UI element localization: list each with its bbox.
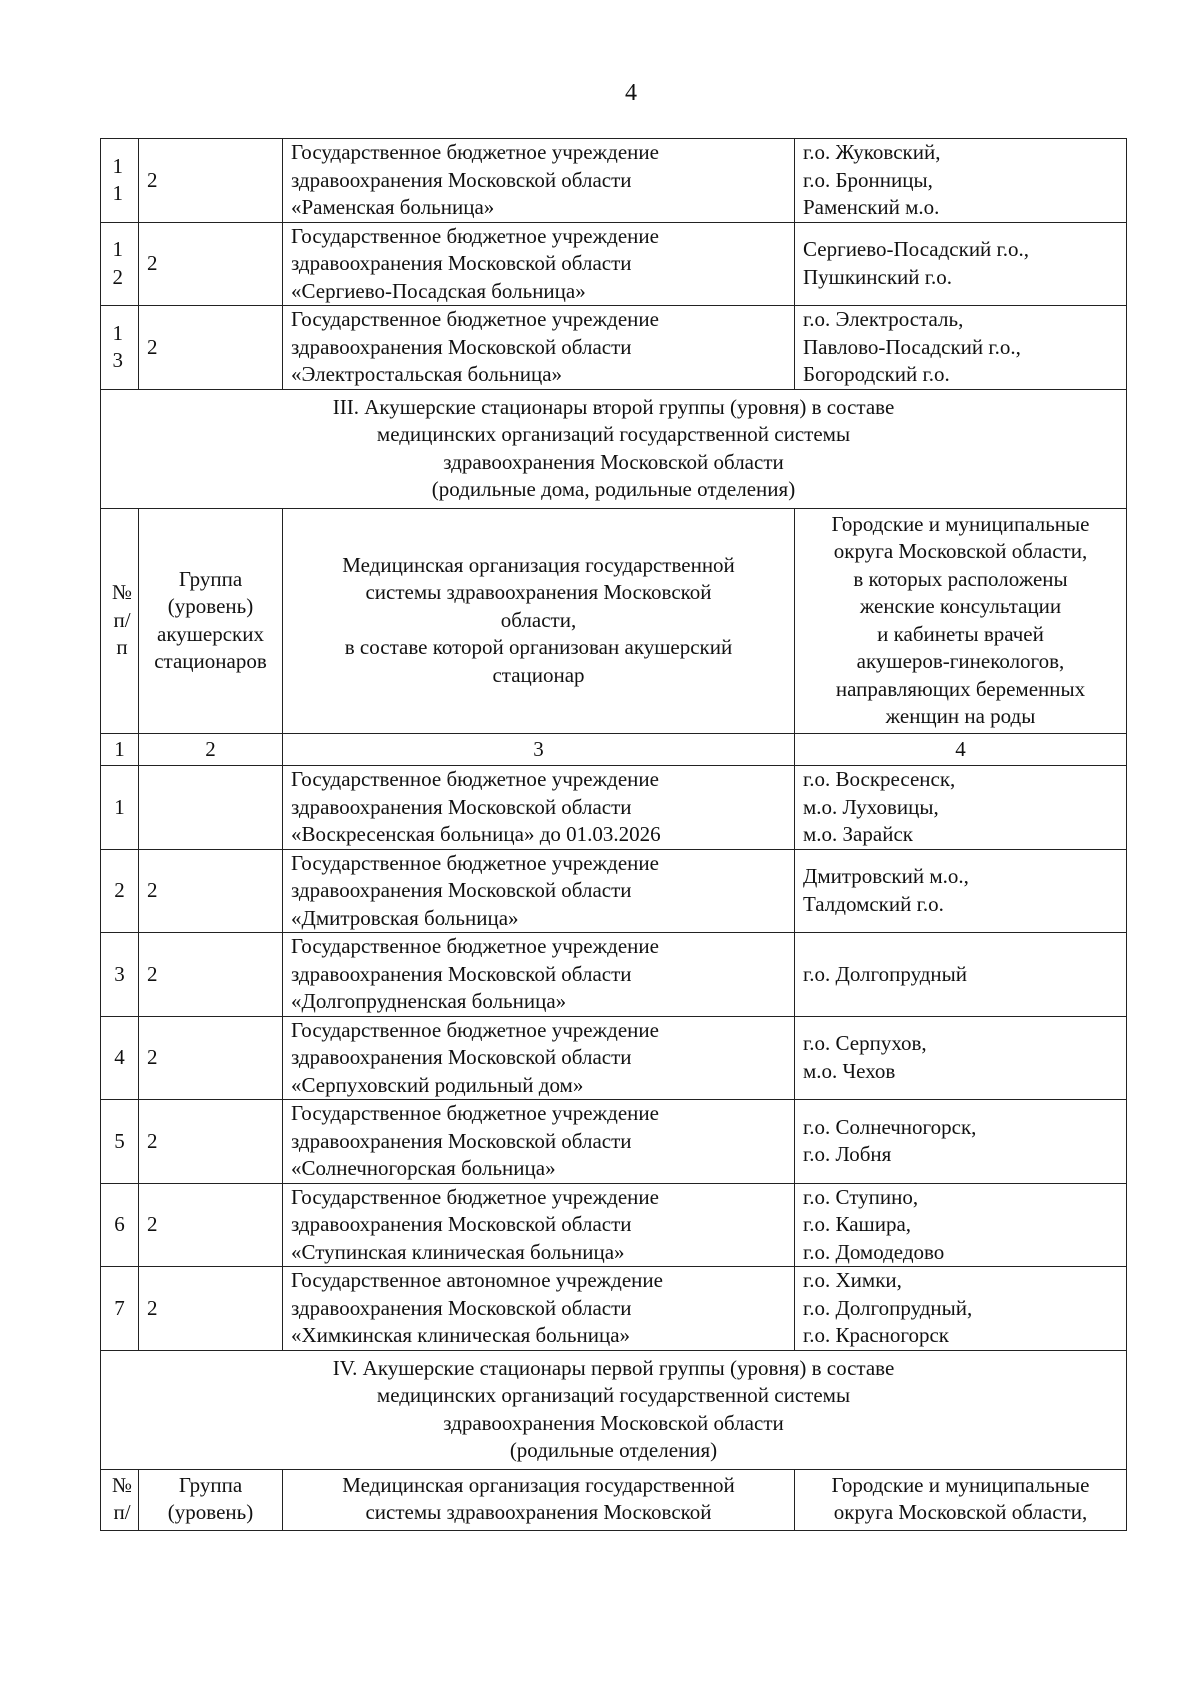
row-number: 5 [101, 1100, 139, 1184]
header-organization-line: Медицинская организация государственной [342, 552, 735, 577]
organization-line: «Долгопрудненская больница» [291, 989, 567, 1013]
header-territory-line: Городские и муниципальные [831, 1472, 1090, 1497]
header-territory-line: женщин на роды [885, 704, 1036, 728]
hospitals-table [100, 138, 1127, 1531]
row-territories [795, 306, 1127, 390]
table-row [101, 1183, 1127, 1267]
row-number [101, 222, 139, 306]
territory-line: г.о. Солнечногорск, [803, 1114, 977, 1139]
row-number [101, 139, 139, 223]
row-number: 3 [101, 933, 139, 1017]
section-iv-title-row [101, 1350, 1127, 1469]
row-territories [795, 1183, 1127, 1267]
table-row [101, 1016, 1127, 1100]
row-group-level: 2 [139, 1016, 283, 1100]
organization-line: здравоохранения Московской области [291, 794, 632, 819]
row-territories [795, 139, 1127, 223]
organization-line: Государственное бюджетное учреждение [291, 934, 659, 958]
organization-line: здравоохранения Московской области [291, 167, 632, 192]
territory-line: Талдомский г.о. [803, 891, 944, 916]
row-group-level: 2 [139, 1183, 283, 1267]
column-numbers-row [101, 733, 1127, 766]
section-iv-header-row [101, 1469, 1127, 1530]
header-organization-line: системы здравоохранения Московской [365, 580, 712, 605]
row-number: 6 [101, 1183, 139, 1267]
table-row [101, 1100, 1127, 1184]
row-group-level: 2 [139, 933, 283, 1017]
section-title-line: здравоохранения Московской области [443, 1410, 784, 1435]
section-iii-title-row [101, 389, 1127, 508]
section-title-line: медицинских организаций государственной системы [376, 1383, 851, 1407]
hospitals-table-body [101, 139, 1127, 1531]
section-title-line: (родильные дома, родильные отделения) [431, 477, 796, 501]
header-group-level: Группа (уровень) акушерских стационаров [139, 508, 283, 733]
organization-line: здравоохранения Московской области [291, 961, 632, 986]
organization-line: Государственное бюджетное учреждение [291, 223, 659, 248]
row-number: 4 [101, 1016, 139, 1100]
territory-line: м.о. Чехов [803, 1058, 896, 1083]
organization-line: «Дмитровская больница» [291, 905, 519, 930]
section-title-line: (родильные отделения) [509, 1438, 718, 1462]
header-organization [283, 508, 795, 733]
organization-line: Государственное бюджетное учреждение [291, 1101, 659, 1125]
organization-line: Государственное бюджетное учреждение [291, 850, 659, 875]
section-title-line: IV. Акушерские стационары первой группы (уровня) в составе [332, 1355, 895, 1380]
header-group-level: Группа (уровень) [139, 1469, 283, 1530]
row-number: 7 [101, 1267, 139, 1351]
organization-line: «Электростальская больница» [291, 362, 563, 386]
organization-line: Государственное бюджетное учреждение [291, 307, 659, 331]
row-group-level [139, 766, 283, 850]
row-number [101, 306, 139, 390]
organization-line: «Ступинская клиническая больница» [291, 1239, 625, 1264]
table-row [101, 849, 1127, 933]
organization-line: здравоохранения Московской области [291, 334, 632, 359]
organization-line: Государственное бюджетное учреждение [291, 767, 659, 791]
table-row [101, 139, 1127, 223]
header-territory-line: в которых расположены [853, 566, 1068, 591]
section-iii-header-row [101, 508, 1127, 733]
row-organization [283, 933, 795, 1017]
row-organization [283, 1100, 795, 1184]
organization-line: здравоохранения Московской области [291, 251, 632, 275]
row-territories [795, 1100, 1127, 1184]
territory-line: м.о. Зарайск [803, 822, 913, 846]
header-organization-line: Медицинская организация государственной [342, 1472, 735, 1497]
header-territory-line: округа Московской области, [833, 1500, 1088, 1524]
page-number: 4 [625, 80, 637, 106]
header-number [101, 1469, 139, 1530]
header-number-text: № п/ [111, 1472, 133, 1524]
territory-line: г.о. Электросталь, [803, 307, 964, 331]
territory-line: г.о. Ступино, [803, 1184, 919, 1209]
territory-line: Раменский м.о. [803, 195, 940, 219]
territory-line: Богородский г.о. [803, 362, 950, 386]
row-group-level: 2 [139, 222, 283, 306]
row-number: 2 [101, 849, 139, 933]
table-row [101, 1267, 1127, 1351]
organization-line: Государственное бюджетное учреждение [291, 1017, 659, 1042]
section-title-line: медицинских организаций государственной системы [376, 422, 851, 446]
organization-line: Государственное бюджетное учреждение [291, 140, 659, 164]
territory-line: г.о. Долгопрудный [803, 961, 968, 986]
row-organization [283, 306, 795, 390]
row-organization [283, 1016, 795, 1100]
row-organization [283, 222, 795, 306]
row-organization [283, 1183, 795, 1267]
row-territories [795, 849, 1127, 933]
section-iv-title [101, 1350, 1127, 1469]
header-territory [795, 508, 1127, 733]
row-territories [795, 1016, 1127, 1100]
header-territory-line: округа Московской области, [833, 539, 1088, 563]
table-row [101, 222, 1127, 306]
row-organization [283, 849, 795, 933]
section-title-line: здравоохранения Московской области [443, 449, 784, 474]
row-organization [283, 766, 795, 850]
section-iii-title [101, 389, 1127, 508]
organization-line: «Серпуховский родильный дом» [291, 1072, 584, 1097]
row-number: 1 [101, 766, 139, 850]
header-organization-line: области, [500, 607, 577, 632]
column-number: 3 [283, 733, 795, 766]
row-number-text: 13 [112, 320, 123, 373]
header-number-text: № п/п [111, 580, 133, 660]
territory-line: м.о. Луховицы, [803, 794, 939, 819]
row-organization [283, 1267, 795, 1351]
row-organization [283, 139, 795, 223]
row-territories [795, 1267, 1127, 1351]
organization-line: «Солнечногорская больница» [291, 1156, 556, 1180]
row-group-level: 2 [139, 849, 283, 933]
organization-line: «Раменская больница» [291, 195, 495, 219]
territory-line: Сергиево-Посадский г.о., [803, 237, 1030, 262]
row-number-text: 12 [112, 237, 123, 289]
table-row [101, 933, 1127, 1017]
row-group-level: 2 [139, 139, 283, 223]
territory-line: г.о. Кашира, [803, 1212, 912, 1236]
header-territory-line: и кабинеты врачей [877, 621, 1044, 646]
organization-line: здравоохранения Московской области [291, 1045, 632, 1069]
row-territories [795, 222, 1127, 306]
header-organization-line: в составе которой организован акушерский [344, 635, 733, 660]
organization-line: «Воскресенская больница» до 01.03.2026 [291, 822, 661, 846]
header-territory [795, 1469, 1127, 1530]
territory-line: Пушкинский г.о. [803, 264, 953, 289]
column-number: 4 [795, 733, 1127, 766]
territory-line: Дмитровский м.о., [803, 864, 969, 889]
header-territory-line: женские консультации [859, 594, 1062, 618]
column-number: 1 [101, 733, 139, 766]
territory-line: г.о. Серпухов, [803, 1031, 927, 1056]
territory-line: г.о. Красногорск [803, 1323, 949, 1347]
organization-line: «Химкинская клиническая больница» [291, 1323, 631, 1347]
header-territory-line: направляющих беременных [835, 676, 1086, 701]
row-group-level: 2 [139, 306, 283, 390]
table-row [101, 306, 1127, 390]
territory-line: г.о. Воскресенск, [803, 767, 956, 791]
header-territory-line: Городские и муниципальные [831, 511, 1090, 536]
row-territories [795, 933, 1127, 1017]
organization-line: здравоохранения Московской области [291, 1128, 632, 1153]
organization-line: здравоохранения Московской области [291, 878, 632, 902]
column-number: 2 [139, 733, 283, 766]
organization-line: здравоохранения Московской области [291, 1212, 632, 1236]
row-group-level: 2 [139, 1267, 283, 1351]
organization-line: здравоохранения Московской области [291, 1295, 632, 1320]
header-organization-line: стационар [492, 662, 585, 687]
organization-line: «Сергиево-Посадская больница» [291, 278, 586, 303]
territory-line: г.о. Жуковский, [803, 140, 941, 164]
territory-line: г.о. Химки, [803, 1268, 902, 1292]
organization-line: Государственное бюджетное учреждение [291, 1184, 659, 1209]
row-group-level: 2 [139, 1100, 283, 1184]
territory-line: г.о. Домодедово [803, 1239, 945, 1264]
header-territory-line: акушеров-гинекологов, [856, 649, 1065, 673]
row-territories [795, 766, 1127, 850]
header-organization-line: системы здравоохранения Московской [365, 1500, 712, 1524]
row-number-text: 11 [112, 153, 123, 206]
territory-line: Павлово-Посадский г.о., [803, 334, 1021, 359]
section-title-line: III. Акушерские стационары второй группы (уровня) в составе [332, 394, 895, 419]
header-number [101, 508, 139, 733]
territory-line: г.о. Лобня [803, 1142, 892, 1167]
table-row [101, 766, 1127, 850]
territory-line: г.о. Бронницы, [803, 167, 933, 192]
header-organization [283, 1469, 795, 1530]
organization-line: Государственное автономное учреждение [291, 1268, 663, 1292]
territory-line: г.о. Долгопрудный, [803, 1295, 973, 1320]
